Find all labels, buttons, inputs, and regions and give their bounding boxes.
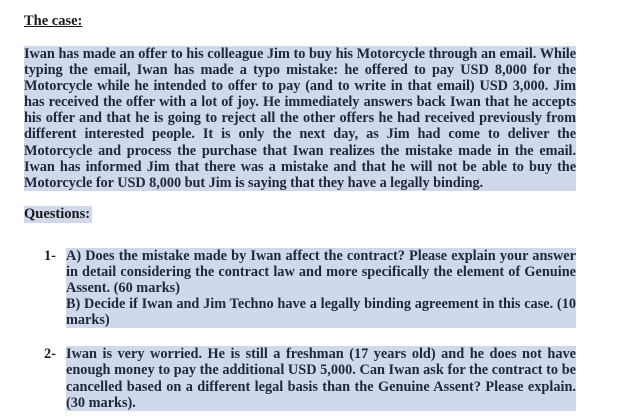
question-part-b: B) Decide if Iwan and Jim Techno have a legally binding agreement in this case. (10 marks)	[66, 296, 576, 329]
questions-heading: Questions:	[24, 205, 91, 222]
question-number: 2-	[44, 346, 56, 363]
question-text: Iwan is very worried. He is still a freshman (17 years old) and he does not have enough money to pay the additional USD 5,000. Can Iwan ask for the contract to be cancelled based on a different legal basis than the Genuine Assent? Please explain. (30 marks).	[66, 346, 576, 411]
document-body	[24, 12, 576, 411]
question-number: 1-	[44, 247, 56, 264]
question-body	[66, 248, 576, 328]
case-paragraph: Iwan has made an offer to his colleague Jim to buy his Motorcycle through an email. While typing the email, Iwan has made a typo mistake: he offered to pay USD 8,000 for the Motorcycle while he intended to offer to pay (and to write in that email) USD 3,000. Jim has received the offer with a lot of joy. He immediately answers back Iwan that he accepts his offer and that he is going to reject all the other offers he had received previously from different interested people. It is only the next day, as Jim had come to deliver the Motorcycle and process the purchase that Iwan realizes the mistake made in the email. Iwan has informed Jim that there was a mistake and that he will not be able to buy the Motorcycle for USD 8,000 but Jim is saying that they have a legally binding.	[24, 46, 576, 191]
question-part-a: A) Does the mistake made by Iwan affect the contract? Please explain your answer in detail considering the contract law and more specifically the element of Genuine Assent. (60 marks)	[66, 247, 576, 297]
question-body	[66, 346, 576, 410]
case-heading: The case:	[24, 13, 83, 29]
question-2	[24, 346, 576, 410]
question-1	[24, 248, 576, 328]
